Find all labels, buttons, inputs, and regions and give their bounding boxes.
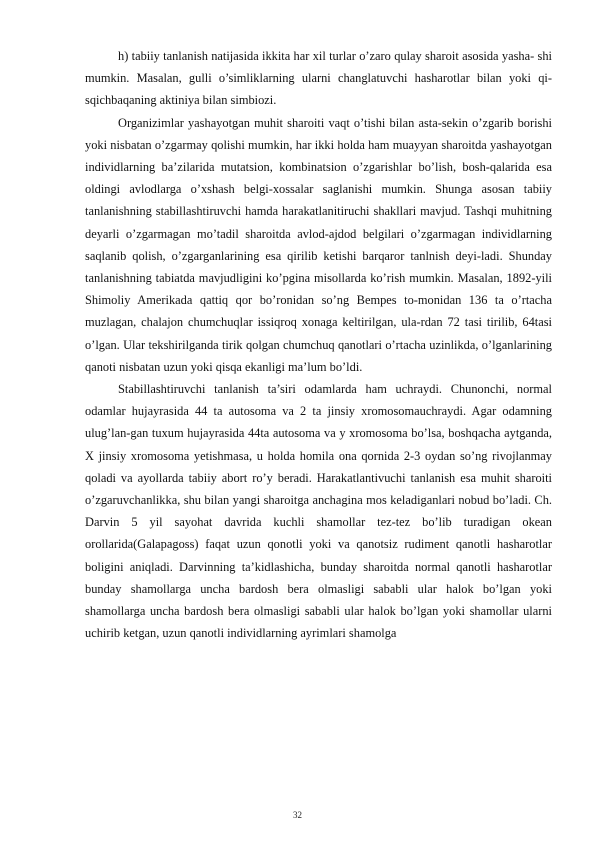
paragraph-3: Stabillashtiruvchi tanlanish ta’siri odamlarda ham uchraydi. Chunonchi, normal odamlar hujayrasida 44 ta autosoma va 2 ta jinsiy xromosomauchraydi. Agar odamning ulug’lan-gan tuxum hujayrasida 44ta autosoma va y xromosoma bo’lsa, boshqacha aytganda, X jinsiy xromosoma yetishmasa, u holda homila ona qornida 2-3 oydan so’ng rivojlanmay qoladi va ayollarda tabiiy abort ro’y beradi. Harakatlantivuchi tanlanish esa muhit sharoiti o’zgaruvchanlikka, shu bilan yangi sharoitga anchagina mos keladiganlari nobud bo’ladi. Ch. Darvin 5 yil sayohat davrida kuchli shamollar tez-tez bo’lib turadigan okean orollarida(Galapagoss) faqat uzun qonotli yoki va qanotsiz rudiment qanotli hasharotlar boligini aniqladi. Darvinning ta’kidlashicha, bunday sharoitda normal qanotli hasharotlar bunday shamollarga uncha bardosh bera olmasligi sababli ular halok bo’lgan yoki shamollarga uncha bardosh bera olmasligi sababli ular halok bo’lgan yoki shamollar ularni uchirib ketgan, uzun qanotli individlarning ayrimlari shamolga bbox=[85, 382, 552, 641]
page-number: 32 bbox=[293, 810, 302, 820]
paragraph-2: Organizimlar yashayotgan muhit sharoiti vaqt o’tishi bilan asta-sekin o’zgarib borishi yoki nisbatan o’zgarmay qolishi mumkin, har ikki holda ham muayyan sharoitda yashayotgan individlarning ba’zilarida mutatsion, kombinatsion o’zgarishlar bo’lish, bosh-qalarida esa oldingi avlodlarga o’xshash belgi-xossalar saglanishi mumkin. Shunga asosan tabiiy tanlanishning stabillashtiruvchi hamda harakatlanitiruchi shakllari mavjud. Tashqi muhitning deyarli o’zgarmagan mo’tadil sharoitda avlod-ajdod belgilari o’zgarmagan individlarning saqlanib qolish, o’zgarganlarining esa qirilib ketishi barqaror tanlnish deyi-ladi. Shunday tanlanishning tabiatda mavjudligini ko’pgina misollarda ko’rish mumkin. Masalan, 1892-yili Shimoliy Amerikada qattiq qor bo’ronidan so’ng Bempes to-monidan 136 ta o’rtacha muzlagan, chalajon chumchuqlar issiqroq xonaga keltirilgan, ula-rdan 72 tasi tirilib, 64tasi o’lgan. Ular tekshirilganda tirik qolgan chumchuq qanotlari o’rtacha uzinlikda, o’lganlarining qanoti nisbatan uzun yoki qisqa ekanligi ma’lum bo’ldi. bbox=[85, 115, 552, 374]
body-text bbox=[85, 45, 552, 644]
paragraph-1: h) tabiiy tanlanish natijasida ikkita har xil turlar o’zaro qulay sharoit asosida yasha- shi mumkin. Masalan, gulli o’simliklarning ularni changlatuvchi hasharotlar bilan yoki qi- sqichbaqaning aktiniya bilan simbiozi. bbox=[85, 49, 552, 108]
